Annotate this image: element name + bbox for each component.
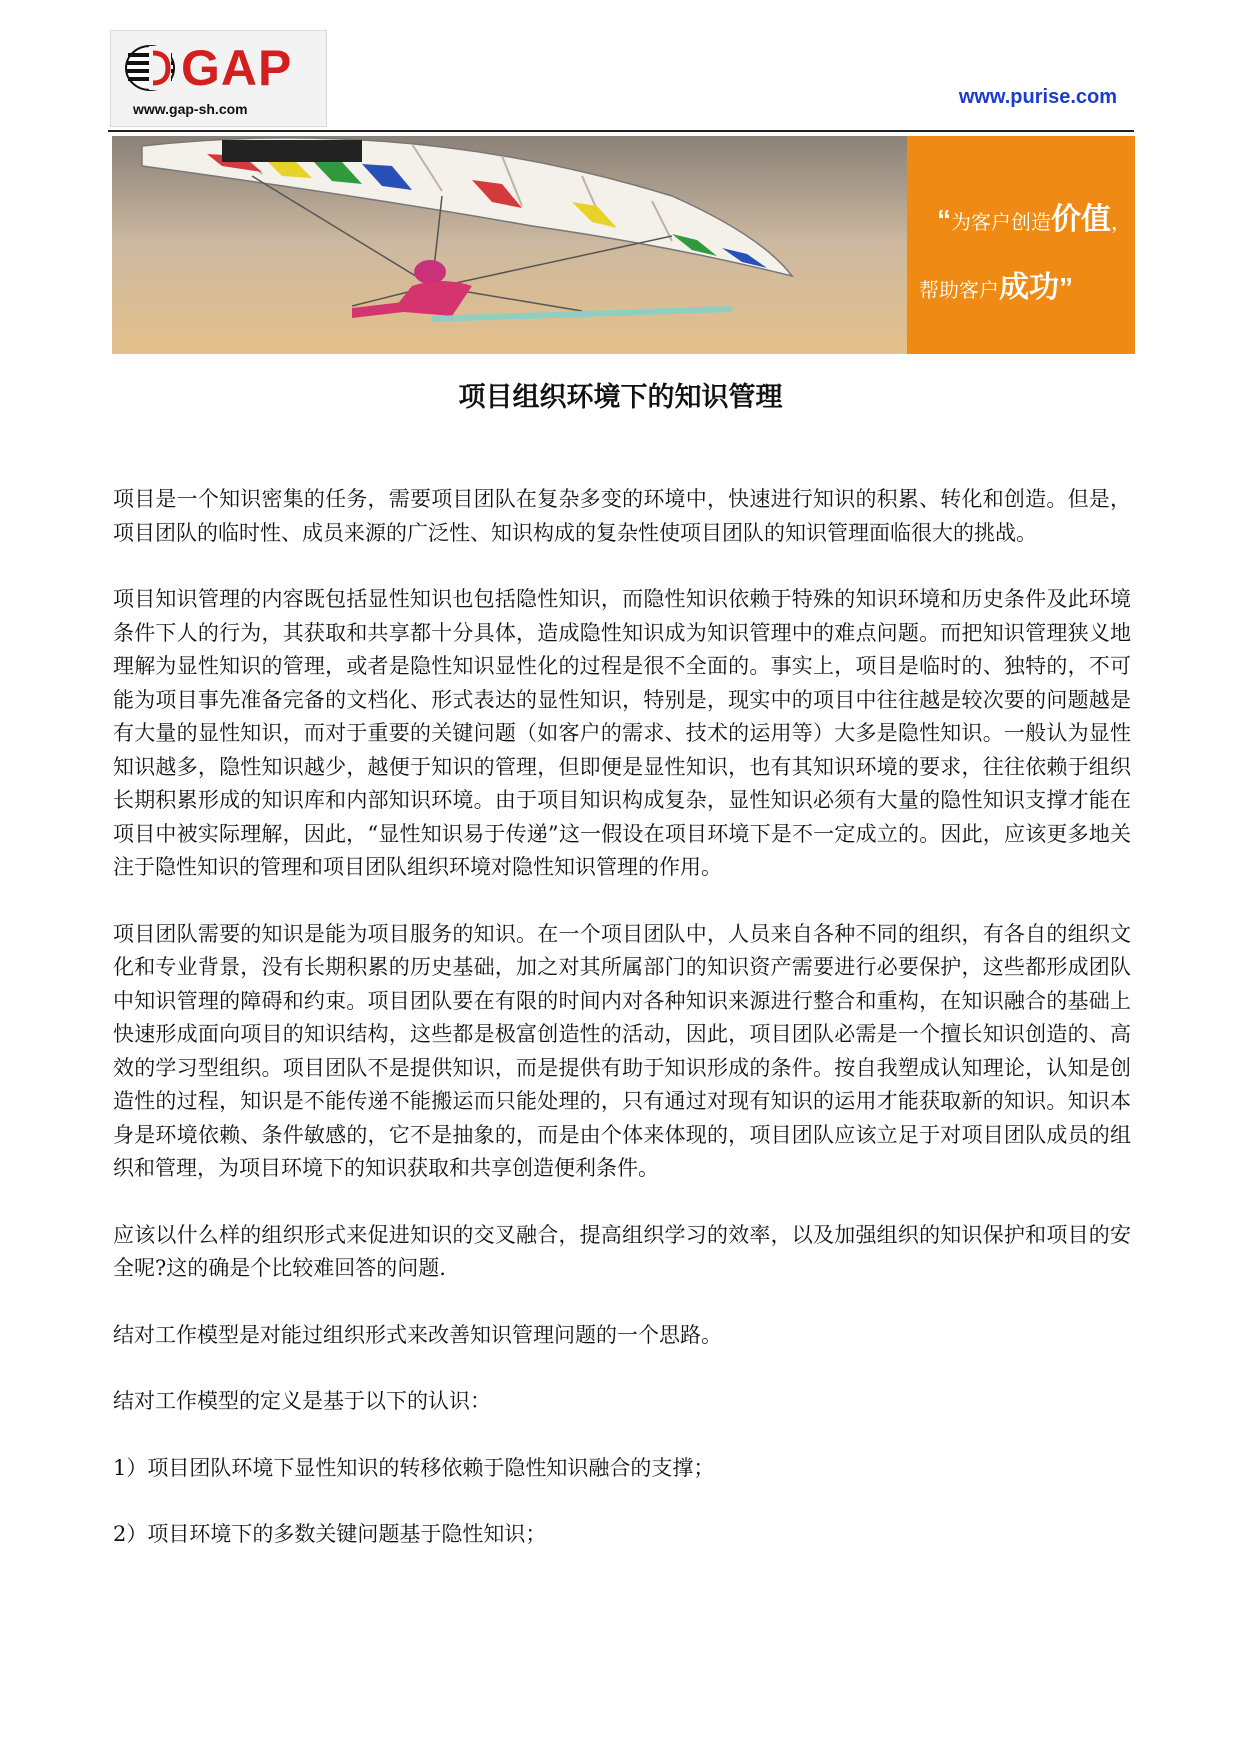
slogan-emphasis: 价值: [1051, 203, 1111, 236]
slogan-open-quote: “: [937, 204, 951, 235]
slogan-comma: ，: [1111, 212, 1131, 234]
document-body: [113, 483, 1131, 1585]
slogan-line-1: [937, 194, 1131, 238]
logo-wordmark: GAP: [181, 40, 293, 96]
header-divider: [108, 130, 1134, 132]
slogan-part: 帮助客户: [919, 280, 999, 302]
globe-logo-icon: [123, 43, 178, 93]
slogan-line-2: [919, 262, 1073, 306]
slogan-close-quote: ”: [1059, 272, 1073, 303]
site-link[interactable]: www.purise.com: [958, 86, 1117, 108]
list-item: 2）项目环境下的多数关键问题基于隐性知识；: [113, 1522, 547, 1546]
list-item: 1）项目团队环境下显性知识的转移依赖于隐性知识融合的支撑；: [113, 1455, 715, 1480]
logo-url: www.gap-sh.com: [133, 101, 248, 117]
body-paragraph: 结对工作模型的定义是基于以下的认识：: [113, 1389, 491, 1413]
banner-hang-glider-photo: [112, 136, 907, 354]
slogan-emphasis: 成功: [999, 271, 1059, 304]
company-logo: [110, 30, 327, 127]
body-paragraph: 应该以什么样的组织形式来促进知识的交叉融合，提高组织学习的效率，以及加强组织的知识保护和项目的安全呢?这的确是个比较难回答的问题.: [113, 1222, 1131, 1280]
document-title: 项目组织环境下的知识管理: [458, 382, 783, 413]
slogan-part: 为客户创造: [951, 212, 1051, 234]
body-paragraph: 结对工作模型是对能过组织形式来改善知识管理问题的一个思路。: [113, 1322, 722, 1347]
body-paragraph: 项目知识管理的内容既包括显性知识也包括隐性知识，而隐性知识依赖于特殊的知识环境和历史条件及此环境条件下人的行为，其获取和共享都十分具体，造成隐性知识成为知识管理中的难点问题。而把知识管理狭义地理解为显性知识的管理，或者是隐性知识显性化的过程是很不全面的。事实上，项目是临时的、独特的，不可能为项目事先准备完备的文档化、形式表达的显性知识，特别是，现实中的项目中往往越是较次要的问题越是有大量的显性知识，而对于重要的关键问题（如客户的需求、技术的运用等）大多是隐性知识。一般认为显性知识越多，隐性知识越少，越便于知识的管理，但即便是显性知识，也有其知识环境的要求，往往依赖于组织长期积累形成的知识库和内部知识环境。由于项目知识构成复杂，显性知识必须有大量的隐性知识支撑才能在项目中被实际理解，因此，“显性知识易于传递”这一假设在项目环境下是不一定成立的。因此，应该更多地关注于隐性知识的管理和项目团队组织环境对隐性知识管理的作用。: [113, 587, 1131, 879]
body-paragraph: 项目团队需要的知识是能为项目服务的知识。在一个项目团队中，人员来自各种不同的组织，有各自的组织文化和专业背景，没有长期积累的历史基础，加之对其所属部门的知识资产需要进行必要保护，这些都形成团队中知识管理的障碍和约束。项目团队要在有限的时间内对各种知识来源进行整合和重构，在知识融合的基础上快速形成面向项目的知识结构，这些都是极富创造性的活动，因此，项目团队必需是一个擅长知识创造的、高效的学习型组织。项目团队不是提供知识，而是提供有助于知识形成的条件。按自我塑成认知理论，认知是创造性的过程，知识是不能传递不能搬运而只能处理的，只有通过对现有知识的运用才能获取新的知识。知识本身是环境依赖、条件敏感的，它不是抽象的，而是由个体来体现的，项目团队应该立足于对项目团队成员的组织和管理，为项目环境下的知识获取和共享创造便利条件。: [113, 921, 1131, 1180]
body-paragraph: 项目是一个知识密集的任务，需要项目团队在复杂多变的环境中，快速进行知识的积累、转化和创造。但是，项目团队的临时性、成员来源的广泛性、知识构成的复杂性使项目团队的知识管理面临很大的挑战。: [113, 487, 1131, 545]
slogan-panel: [907, 136, 1135, 354]
